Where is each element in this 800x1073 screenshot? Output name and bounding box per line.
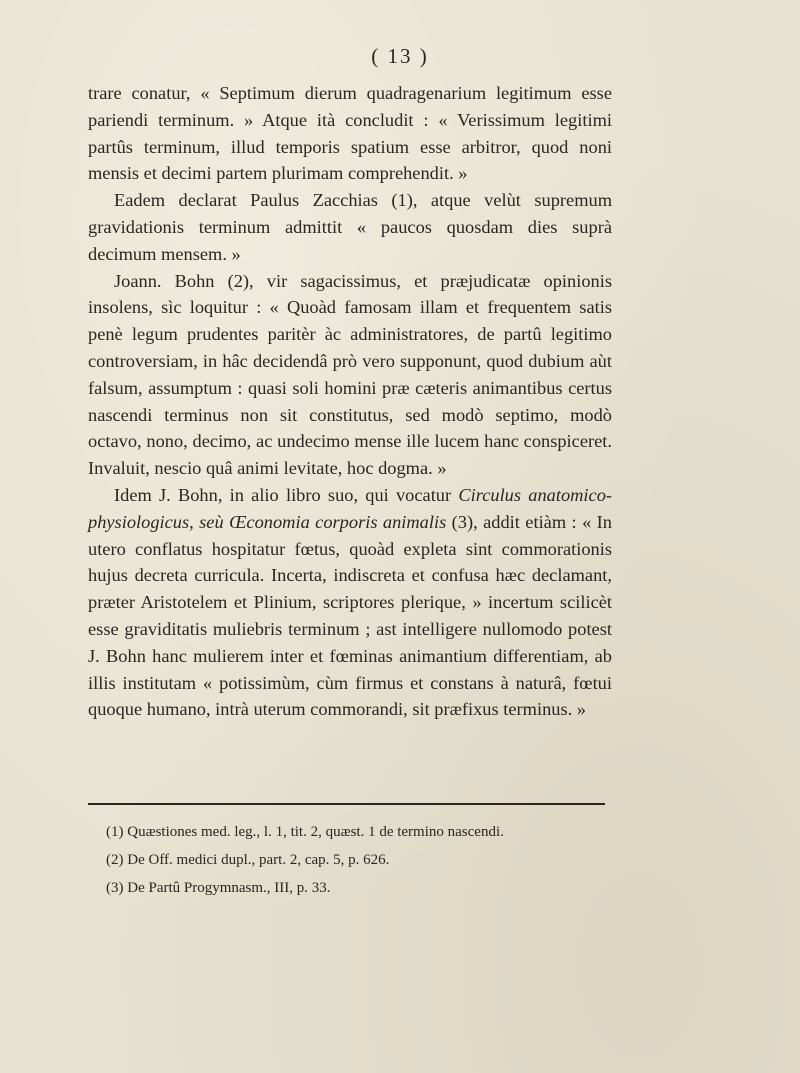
- main-text: [88, 80, 612, 723]
- paragraph-1: trare conatur, « Septimum dierum quadragenarium legitimum esse pariendi terminum. » Atque ità concludit : « Verissimum legitimi partûs terminum, illud temporis spatium esse arbitror, quod noni mensis et decimi partem plurimam comprehendit. »: [88, 83, 612, 184]
- footnote-1: (1) Quæstiones med. leg., l. 1, tit. 2, quæst. 1 de termino nascendi.: [106, 824, 504, 840]
- paragraph-4-rest: (3), addit etiàm : « In utero conflatus hospitatur fœtus, quoàd expleta sint commorationis hujus decreta curricula. Incerta, indiscreta et confusa hæc declamant, præter Aristotelem et Plinium, scriptores plerique, » incertum scilicèt esse graviditatis muliebris terminum ; ast intelligere nullomodo potest J. Bohn hanc mulierem inter et fœminas animantium differentiam, ab illis institutam « potissimùm, cùm firmus et constans à naturâ, fœtui quoque humano, intrà uterum commorandi, sit præfixus terminus. »: [88, 511, 612, 720]
- footnote-3: (3) De Partû Progymnasm., III, p. 33.: [106, 880, 331, 896]
- footnote-divider: [88, 803, 605, 805]
- paragraph-3: Joann. Bohn (2), vir sagacissimus, et præjudicatæ opinionis insolens, sìc loquitur : « Quoàd famosam illam et frequentem satis penè legum prudentes paritèr àc administratores, de partû legitimo controversiam, in hâc decidendâ prò vero supponunt, quod dubium aùt falsum, assumptum : quasi soli homini præ cæteris animantibus certus nascendi terminus non sit constitutus, sed modò septimo, modò octavo, nono, decimo, ac undecimo mense ille lucem hanc conspiceret. Invaluit, nescio quâ animi levitate, hoc dogma. »: [88, 270, 612, 479]
- footnotes: [106, 818, 606, 902]
- paragraph-2: Eadem declarat Paulus Zacchias (1), atque velùt supremum gravidationis terminum admittit « paucos quosdam dies suprà decimum mensem. »: [88, 190, 612, 264]
- footnote-2: (2) De Off. medici dupl., part. 2, cap. 5, p. 626.: [106, 852, 390, 868]
- book-title: Circulus anatomico-physiologicus, seù Œconomia corporis animalis: [88, 484, 613, 532]
- paragraph-4-lead: Idem J. Bohn, in alio libro suo, qui vocatur: [114, 484, 459, 505]
- page-number: ( 13 ): [371, 44, 429, 68]
- paragraph-4: [88, 482, 612, 723]
